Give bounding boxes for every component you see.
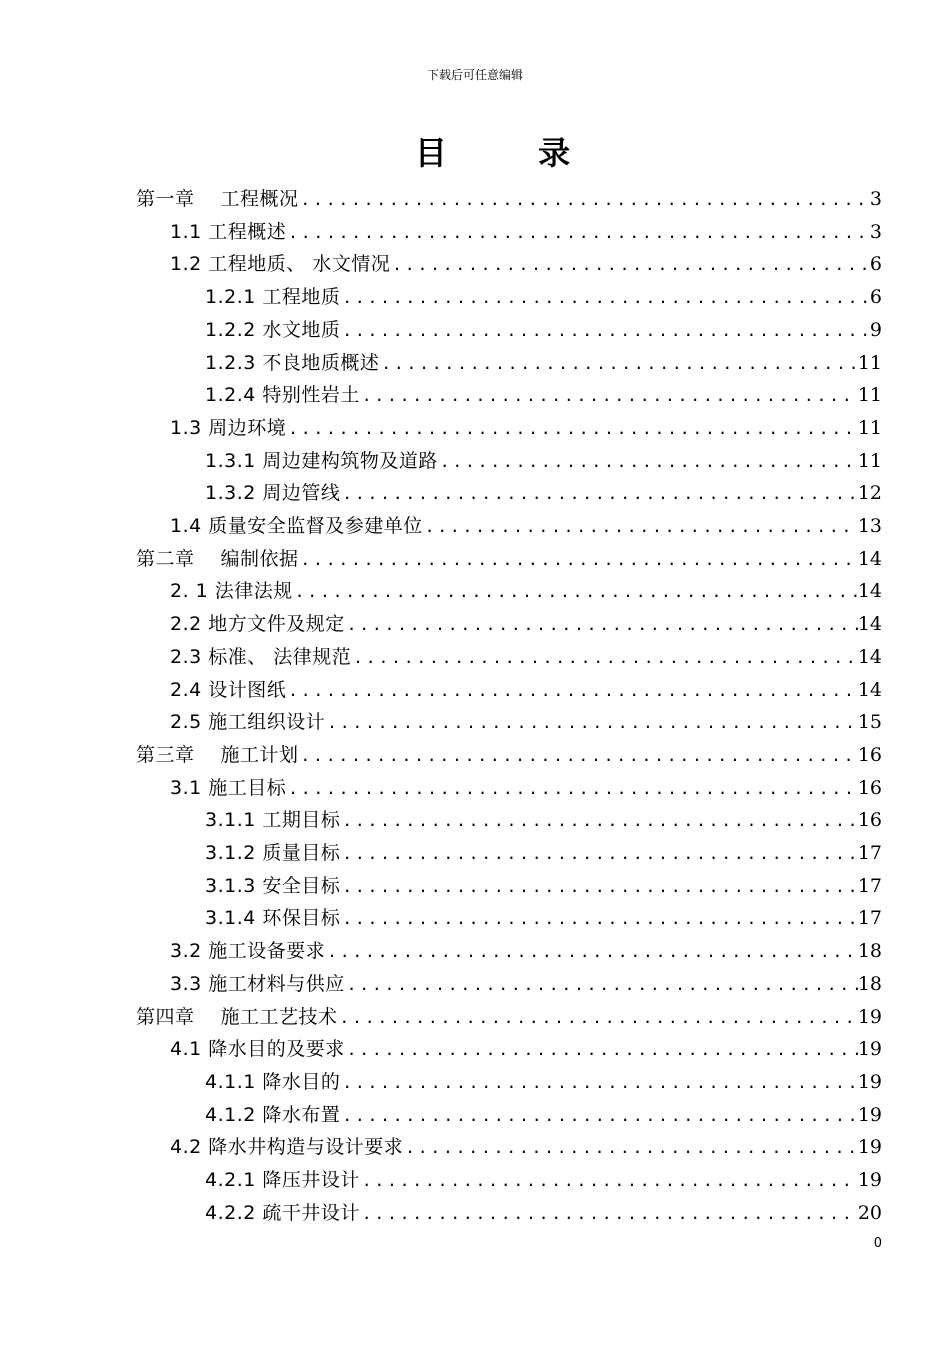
- toc-entry-title: 2.5 施工组织设计: [170, 711, 326, 734]
- toc-entry-title: 3.3 施工材料与供应: [170, 972, 345, 995]
- toc-dot-leader: [286, 413, 858, 445]
- toc-entry-title: 4.2.2 疏干井设计: [205, 1201, 360, 1224]
- page-number: 0: [873, 1236, 882, 1251]
- toc-entry-page: 15: [857, 711, 882, 734]
- toc-dot-leader: [293, 576, 858, 608]
- toc-entry-page: 6: [869, 253, 882, 276]
- toc-entry-page: 9: [869, 318, 882, 341]
- toc-entry-title: 1.3 周边环境: [170, 416, 287, 439]
- toc-entry[interactable]: [170, 935, 882, 967]
- toc-entry[interactable]: [205, 445, 882, 477]
- toc-entry-title: 2.2 地方文件及规定: [170, 613, 345, 636]
- toc-entry-page: 16: [857, 809, 882, 832]
- toc-dot-leader: [345, 609, 858, 641]
- toc-entry[interactable]: [205, 1164, 882, 1196]
- toc-entry-page: 3: [869, 220, 882, 243]
- toc-entry-title: 1.2.1 工程地质: [205, 286, 341, 309]
- toc-entry[interactable]: [170, 674, 882, 706]
- toc-entry[interactable]: [205, 1197, 882, 1229]
- toc-entry-page: 19: [857, 1136, 882, 1159]
- toc-entry[interactable]: [170, 1033, 882, 1065]
- toc-entry-title: 3.1.1 工期目标: [205, 809, 341, 832]
- toc-entry-page: 19: [857, 1103, 882, 1126]
- toc-entry[interactable]: [170, 510, 882, 542]
- toc-entry-title: 2.3 标准、 法律规范: [170, 645, 352, 668]
- toc-entry-title: 2.4 设计图纸: [170, 678, 287, 701]
- toc-entry[interactable]: [170, 968, 882, 1000]
- toc-entry[interactable]: [205, 804, 882, 836]
- toc-dot-leader: [379, 348, 857, 380]
- toc-dot-leader: [338, 1002, 858, 1034]
- toc-dot-leader: [325, 707, 858, 739]
- toc-entry[interactable]: [136, 739, 882, 771]
- toc-entry-page: 6: [869, 286, 882, 309]
- toc-entry[interactable]: [170, 706, 882, 738]
- toc-dot-leader: [325, 936, 858, 968]
- toc-entry-page: 17: [857, 874, 882, 897]
- toc-entry-title: 4.1 降水目的及要求: [170, 1038, 345, 1061]
- toc-entry-title: 1.2.3 不良地质概述: [205, 351, 380, 374]
- toc-dot-leader: [423, 511, 858, 543]
- toc-dot-leader: [340, 805, 857, 837]
- toc-entry-title: 1.2.4 特别性岩土: [205, 384, 360, 407]
- toc-dot-leader: [438, 446, 858, 478]
- toc-entry[interactable]: [205, 314, 882, 346]
- toc-entry[interactable]: [136, 183, 882, 215]
- toc-entry-page: 14: [857, 678, 882, 701]
- toc-entry-title: 1.4 质量安全监督及参建单位: [170, 515, 423, 537]
- toc-entry-page: 11: [857, 351, 882, 374]
- toc-entry-title: 1.1 工程概述: [170, 220, 287, 243]
- toc-entry-page: 17: [857, 842, 882, 864]
- toc-entry[interactable]: [170, 608, 882, 640]
- toc-dot-leader: [345, 1034, 858, 1066]
- toc-entry-page: 13: [857, 515, 882, 537]
- toc-entry-title: 3.1.4 环保目标: [205, 907, 341, 930]
- page-header: 下载后可任意编辑: [426, 68, 523, 82]
- toc-entry-page: 16: [857, 743, 882, 766]
- toc-dot-leader: [340, 1067, 857, 1099]
- toc-entry-title: 3.1.2 质量目标: [205, 842, 341, 864]
- toc-entry-page: 12: [857, 482, 882, 505]
- toc-entry[interactable]: [170, 412, 882, 444]
- toc-entry-page: 18: [857, 940, 882, 963]
- toc-entry-title: 4.1.1 降水目的: [205, 1070, 341, 1093]
- toc-entry-title: 第二章 编制依据: [136, 547, 299, 570]
- page-title: 目 录: [414, 134, 611, 172]
- toc-entry-page: 11: [857, 449, 882, 472]
- toc-entry-title: 1.2 工程地质、 水文情况: [170, 253, 391, 276]
- toc-dot-leader: [299, 544, 858, 576]
- toc-dot-leader: [286, 675, 858, 707]
- toc-entry-title: 第三章 施工计划: [136, 743, 299, 766]
- toc-entry[interactable]: [170, 641, 882, 673]
- toc-entry-title: 3.1.3 安全目标: [205, 874, 341, 897]
- toc-entry[interactable]: [205, 837, 882, 869]
- toc-dot-leader: [299, 184, 870, 216]
- toc-dot-leader: [360, 1198, 858, 1230]
- toc-entry-page: 3: [869, 188, 882, 210]
- toc-entry[interactable]: [170, 575, 882, 607]
- toc-dot-leader: [340, 903, 857, 935]
- toc-entry[interactable]: [170, 216, 882, 248]
- toc-dot-leader: [340, 871, 857, 903]
- toc-dot-leader: [390, 249, 870, 281]
- toc-entry-title: 第一章 工程概况: [136, 188, 299, 210]
- toc-entry-title: 4.2 降水井构造与设计要求: [170, 1136, 404, 1159]
- toc-dot-leader: [360, 380, 858, 412]
- toc-entry[interactable]: [205, 902, 882, 934]
- toc-dot-leader: [403, 1132, 858, 1164]
- toc-entry-page: 14: [857, 547, 882, 570]
- toc-dot-leader: [340, 282, 870, 314]
- toc-entry-page: 18: [857, 972, 882, 995]
- toc-entry-title: 3.2 施工设备要求: [170, 940, 326, 963]
- toc-entry[interactable]: [205, 477, 882, 509]
- toc-entry[interactable]: [205, 347, 882, 379]
- toc-dot-leader: [360, 1165, 858, 1197]
- toc-entry[interactable]: [205, 870, 882, 902]
- toc-entry-title: 第四章 施工工艺技术: [136, 1005, 338, 1028]
- toc-dot-leader: [340, 315, 870, 347]
- toc-dot-leader: [340, 478, 857, 510]
- toc-entry-title: 1.2.2 水文地质: [205, 318, 341, 341]
- toc-entry[interactable]: [170, 772, 882, 804]
- toc-entry-title: 1.3.2 周边管线: [205, 482, 341, 505]
- toc-entry-title: 3.1 施工目标: [170, 776, 287, 799]
- toc-entry-page: 19: [857, 1169, 882, 1191]
- toc-entry-page: 20: [857, 1201, 882, 1224]
- toc-dot-leader: [340, 838, 857, 870]
- toc-entry-page: 19: [857, 1070, 882, 1093]
- toc-entry[interactable]: [205, 1066, 882, 1098]
- toc-dot-leader: [286, 217, 870, 249]
- toc-entry-page: 14: [857, 580, 882, 603]
- toc-entry-page: 14: [857, 645, 882, 668]
- toc-entry-page: 17: [857, 907, 882, 930]
- toc-entry[interactable]: [136, 543, 882, 575]
- toc-entry[interactable]: [205, 379, 882, 411]
- toc-dot-leader: [351, 642, 858, 674]
- toc-entry-title: 4.2.1 降压井设计: [205, 1169, 360, 1191]
- toc-entry-title: 2. 1 法律法规: [170, 580, 293, 603]
- toc-entry-title: 4.1.2 降水布置: [205, 1103, 341, 1126]
- toc-entry[interactable]: [136, 1001, 882, 1033]
- toc-entry-page: 19: [857, 1038, 882, 1061]
- toc-entry-page: 11: [857, 416, 882, 439]
- toc-entry-page: 19: [857, 1005, 882, 1028]
- toc-entry-page: 14: [857, 613, 882, 636]
- toc-entry[interactable]: [170, 1131, 882, 1163]
- toc-dot-leader: [299, 740, 858, 772]
- toc-entry[interactable]: [170, 248, 882, 280]
- toc-dot-leader: [345, 969, 858, 1001]
- toc-entry[interactable]: [205, 1099, 882, 1131]
- toc-dot-leader: [286, 773, 858, 805]
- toc-entry[interactable]: [205, 281, 882, 313]
- toc-entry-page: 16: [857, 776, 882, 799]
- toc-entry-page: 11: [857, 384, 882, 407]
- toc-dot-leader: [340, 1100, 857, 1132]
- toc-entry-title: 1.3.1 周边建构筑物及道路: [205, 449, 438, 472]
